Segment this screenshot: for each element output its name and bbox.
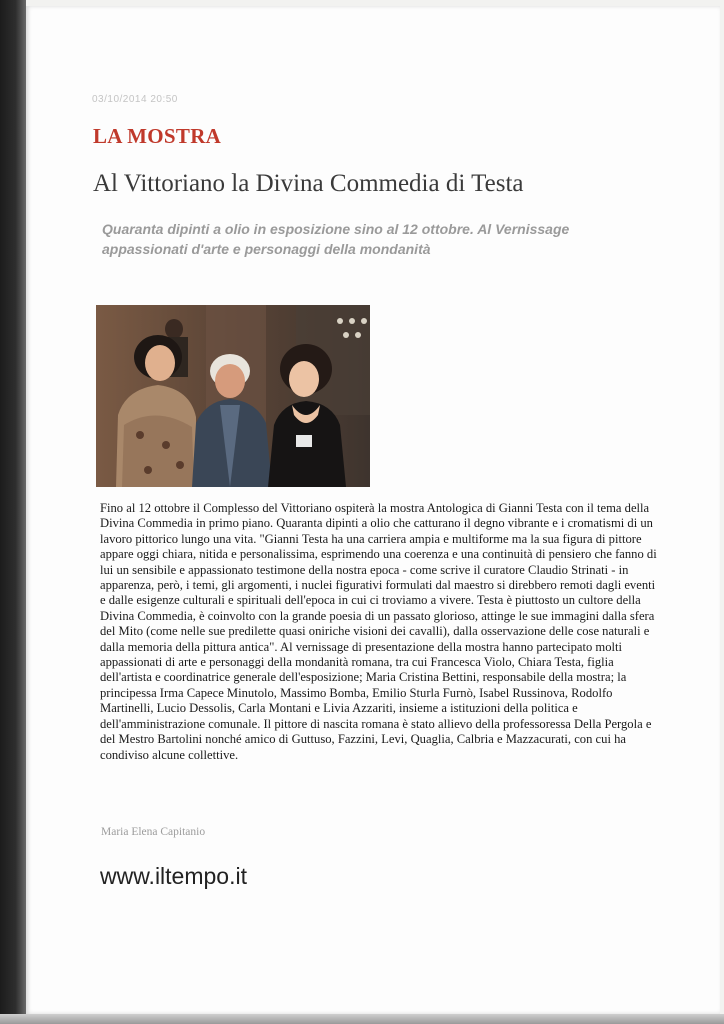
- article-timestamp: 03/10/2014 20:50: [92, 94, 178, 105]
- photo-illustration: [96, 305, 370, 487]
- article-author: Maria Elena Capitanio: [101, 826, 206, 838]
- section-label: LA MOSTRA: [93, 124, 222, 148]
- source-url: www.iltempo.it: [100, 863, 247, 889]
- article-subheadline: Quaranta dipinti a olio in esposizione sino al 12 ottobre. Al Vernissage appassionati d'arte e personaggi della mondanità: [102, 221, 570, 257]
- article-headline: Al Vittoriano la Divina Commedia di Testa: [93, 170, 524, 197]
- scan-edge-left: [0, 0, 26, 1024]
- article-body: Fino al 12 ottobre il Complesso del Vittoriano ospiterà la mostra Antologica di Gianni Testa con il tema della Divina Commedia in primo piano. Quaranta dipinti a olio che catturano il degno vibrante e i cromatismi di un lavoro pittorico lungo una vita. "Gianni Testa ha una carriera ampia e multiforme ma la sua figura di pittore appare oggi chiara, nitida e personalissima, esprimendo una coerenza e una continuità di pensiero che fanno di lui un sensibile e appassionato testimone della nostra epoca - come scrive il curatore Claudio Strinati - in apparenza, però, i temi, gli argomenti, i nuclei figurativi formulati dal maestro si direbbero remoti dagli eventi e dalle esigenze culturali e spirituali dell'epoca in cui ci troviamo a vivere. Testa è piuttosto un cultore della Divina Commedia, è coinvolto con la grande poesia di un passato glorioso, attinge le sue immagini dalla sfera del Mito (come nelle sue predilette quasi oniriche visioni dei cavalli), dalla osservazione delle cose naturali e dalla memoria della pittura antica". Al vernissage di presentazione della mostra hanno partecipato molti appassionati di arte e personaggi della mondanità romana, tra cui Francesca Violo, Chiara Testa, figlia dell'artista e coordinatrice generale dell'esposizione; Maria Cristina Bettini, responsabile della mostra; la principessa Irma Capece Minutolo, Massimo Bomba, Emilio Sturla Furnò, Isabel Russinova, Rodolfo Martinelli, Lucio Dessolis, Carla Montani e Livia Azzariti, insieme a istituzioni della politica e dell'amministrazione comunale. Il pittore di nascita romana è stato allievo della professoressa Della Pergola e del Mestro Bartolini nonché amico di Guttuso, Fazzini, Levi, Quaglia, Calbria e Mazzacurati, con cui ha condiviso alcune collettive.: [100, 501, 657, 762]
- scan-edge-bottom: [0, 1014, 724, 1024]
- article-photo: [96, 305, 370, 487]
